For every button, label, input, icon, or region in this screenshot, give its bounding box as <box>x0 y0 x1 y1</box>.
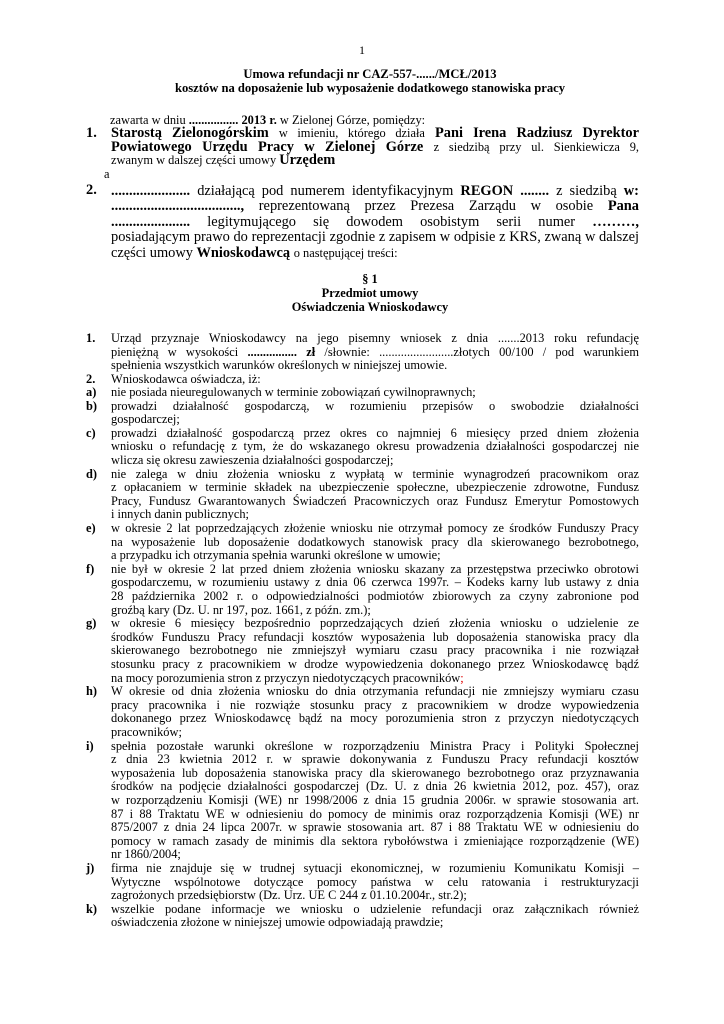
list-item <box>111 400 639 427</box>
list-item-line: oświadczenia złożone w niniejszej umowie odpowiadają prawdzie; <box>111 915 444 930</box>
list-item-line: skierowanego bezrobotnego nie zmniejszył wymiaru czasu pracy pracownika i nie rozwiązał <box>111 643 639 658</box>
party1-text-1: w imieniu, którego działa <box>278 126 425 140</box>
party2-text-4: legitymującego się dowodem osobistym serii numer <box>207 213 576 230</box>
list-item-line: i innych danin publicznych; <box>111 507 249 522</box>
list-item-line: nie zalega w dniu złożenia wniosku z wypłatą w terminie wynagrodzeń pracownikom oraz <box>111 466 639 481</box>
point1-text-c: /słownie: ........................złotych 00/100 / pod warunkiem <box>324 344 639 359</box>
point2-text: Wnioskodawca oświadcza, iż: <box>111 372 261 386</box>
list-item <box>111 522 639 563</box>
list-item-line: Wytyczne wspólnotowe dotyczące pomocy państwa w celu ratowania i restrukturyzacji <box>111 874 639 889</box>
title-line-1: Umowa refundacji nr CAZ-557-....../MCŁ/2013 <box>243 67 497 81</box>
party1-starosta: Starostą Zielonogórskim <box>111 125 269 141</box>
list-item-label: i) <box>86 738 94 753</box>
and-conjunction: a <box>104 167 110 181</box>
list-item-label: a) <box>86 385 97 399</box>
list-item-line: gospodarczemu, w rozumieniu ustawy z dnia 06 czerwca 1997r. – Kodeks karny lub ustawy z dnia <box>111 575 639 590</box>
section-name: Przedmiot umowy <box>321 286 419 300</box>
list-item-line: z dnia 23 kwietnia 2012 r. w sprawie dokonywania z Funduszu Pracy refundacji kosztów <box>111 752 639 767</box>
point1-text-a: pieniężną w wysokości <box>111 344 239 359</box>
list-item-line: środków Funduszu Pracy refundacji kosztów wyposażenia lub doposażenia stanowiska pracy dla <box>111 629 639 644</box>
party2-line-3 <box>111 215 639 230</box>
list-item-line: firma nie znajduje się w trudnej sytuacji ekonomicznej, w rozumieniu Komunikatu Komisji – <box>111 861 639 875</box>
party2-text-3: reprezentowaną przez Prezesa Zarządu w osobie <box>258 198 594 215</box>
intro-date: 2013 r. <box>241 113 277 127</box>
intro-post: w Zielonej Górze, pomiędzy: <box>279 113 426 127</box>
list-item-line: nie był w okresie 2 lat przed dniem złożenia wniosku skazany za przestępstwa przeciwko obrotowi <box>111 561 639 576</box>
party2-text-2: z siedzibą <box>556 183 617 199</box>
section-subtitle: Oświadczenia Wnioskodawcy <box>291 300 449 314</box>
party2-text-5: części umowy <box>111 244 193 261</box>
party2-line-5 <box>111 246 639 261</box>
party2-number: 2. <box>86 182 97 198</box>
party1-office: Powiatowego Urzędu Pracy w Zielonej Górze <box>111 138 424 155</box>
list-item-line: w okresie 6 miesięcy bezpośrednio poprzedzających dzień złożenia wniosku o udzielenie ze <box>111 616 639 631</box>
list-item-label: d) <box>86 466 98 481</box>
list-item-line: 28 października 2002 r. o odpowiedzialności podmiotów zbiorowych za czyny zabronione pod <box>111 588 639 603</box>
list-item-label: g) <box>86 616 97 631</box>
party2-w: w: <box>623 183 639 199</box>
list-item <box>111 386 639 400</box>
party2-line-4: posiadającym prawo do reprezentacji zgodnie z zapisem w odpisie z KRS, zwaną w dalszej <box>111 229 639 246</box>
party2-name-dots: ...................... <box>111 183 191 199</box>
party2-line-2 <box>111 199 639 214</box>
list-item-line: wlicza się okresu zawieszenia działalności gospodarczej; <box>111 452 394 467</box>
list-item-line: 875/2007 z dnia 24 lipca 2007r. w sprawie stosowania art. 87 i 88 Traktatu WE w odniesieniu do <box>111 820 639 835</box>
party1-number: 1. <box>86 125 97 141</box>
list-item-line: dokonanego przez Wnioskodawcę bądź na mocy porozumienia stron z przyczyn niedotyczących <box>111 711 639 726</box>
list-item <box>111 468 639 522</box>
party1-director: Pani Irena Radziusz Dyrektor <box>435 125 639 141</box>
list-item <box>111 427 639 468</box>
list-item-line: wszelkie podane informacje we wniosku o udzielenie refundacji oraz załącznikach również <box>111 901 639 916</box>
point1-line-3: spełnienia wszystkich warunków określonych w niniejszej umowie. <box>111 358 448 373</box>
list-item-line: gospodarczej; <box>111 412 180 427</box>
list-item-line: w okresie 2 lat poprzedzających złożenie wniosku nie otrzymał pomocy ze środków Funduszy Pracy <box>111 521 639 535</box>
list-item-line: nie posiada nieuregulowanych w terminie zobowiązań cywilnoprawnych; <box>111 385 476 399</box>
red-semicolon: ; <box>460 670 464 685</box>
list-item-line: wniosku o refundację z tym, że do wskazanego okresu prowadzenia działalności gospodarczej nie <box>111 439 639 454</box>
party2-text-1: działającą pod numerem identyfikacyjnym <box>197 183 454 199</box>
list-item-line: groźbą kary (Dz. U. nr 197, poz. 1661, z późn. zm.); <box>111 602 371 617</box>
list-item-line: na mocy porozumienia stron z przyczyn niedotyczących pracowników; <box>111 670 464 685</box>
party2-line-1 <box>111 184 639 199</box>
list-item-label: h) <box>86 684 98 699</box>
intro-pre: zawarta w dniu <box>110 113 186 127</box>
list-item-line: prowadzi działalność gospodarczą przez okres co najmniej 6 miesięcy przed dniem złożenia <box>111 425 639 440</box>
point2-number: 2. <box>86 372 96 386</box>
point1-block <box>111 332 639 373</box>
list-item-line: w rozporządzeniu Komisji (WE) nr 1998/2006 z dnia 15 grudnia 2006r. w sprawie stosowania art. <box>111 792 639 807</box>
list-item-line: pomocy w ramach zasady de minimis dla sektora rybołówstwa i zmieniające rozporządzenie (WE) <box>111 833 639 848</box>
list-item-label: j) <box>86 861 95 875</box>
list-item-label: f) <box>86 561 95 576</box>
list-item-line: 87 i 88 Traktatu WE w odniesieniu do pomocy de minimis oraz rozporządzenia Komisji (WE) nr <box>111 806 639 821</box>
point1-line-2 <box>111 346 639 360</box>
list-item-line: prowadzi działalność gospodarczą, w rozumieniu przepisów o swobodzie działalności <box>111 398 639 413</box>
party2-regon-dots: ........ <box>520 183 550 199</box>
list-item-line: wyposażenia lub doposażenia stanowiska pracy dla skierowanego bezrobotnego oraz przyznawania <box>111 765 639 780</box>
list-item <box>111 617 639 685</box>
party1-text-3: zwanym w dalszej części umowy <box>111 153 277 168</box>
list-item-line: zagrożonych przedsiębiorstw (Dz. Urz. UE C 244 z 01.10.2004r., str.2); <box>111 888 467 903</box>
list-item-line: stosunku pracy z pracownikiem w drodze wypowiedzenia dokonanego przez Wnioskodawcę bądź <box>111 656 639 671</box>
list-item <box>111 563 639 617</box>
list-item-line: spełnia pozostałe warunki określone w rozporządzeniu Ministra Pracy i Polityki Społecznej <box>111 738 639 753</box>
list-item-line: na wyposażenie lub doposażenie dodatkowych stanowisk pracy dla skierowanego bezrobotnego, <box>111 534 639 549</box>
party1-block <box>111 127 639 168</box>
list-item <box>111 862 639 903</box>
list-item-line: W okresie od dnia złożenia wniosku do dnia otrzymania refundacji nie zmniejszy wymiaru czasu <box>111 684 639 699</box>
party2-id-dots: ………, <box>592 213 639 230</box>
list-item-line: pracy pracownika i nie rozwiąże stosunku pracy z pracownikiem w drodze wypowiedzenia <box>111 697 639 712</box>
point1-line-1: Urząd przyznaje Wnioskodawcy na jego pisemny wniosek z dnia .......2013 roku refundację <box>111 331 639 345</box>
point1-amount: ................ zł <box>247 344 316 359</box>
list-item-label: b) <box>86 398 98 413</box>
list-item-line: z opłacaniem w terminie składek na ubezpieczenie społeczne, ubezpieczenie zdrowotne, Fundusz <box>111 480 639 495</box>
intro-dots: ................ <box>188 113 239 127</box>
list-item <box>111 903 639 930</box>
list-item-line: środków na podjęcie działalności gospodarczej (Dz. U. z dnia 26 kwietnia 2012, poz. 457), oraz <box>111 779 639 794</box>
list-item-line: a przypadku ich otrzymania spełnia warunki określone w umowie; <box>111 548 441 563</box>
document-title <box>80 68 660 95</box>
party1-line-3 <box>111 154 639 168</box>
list-item-line: pracowników; <box>111 724 182 739</box>
list-item-label: c) <box>86 425 96 440</box>
party2-block <box>111 184 639 261</box>
party2-pana: Pana <box>607 198 639 215</box>
section-heading <box>80 272 660 314</box>
party2-address-dots: ...................................., <box>111 198 245 215</box>
point1-number: 1. <box>86 331 96 345</box>
party2-text-6: o następującej treści: <box>293 245 398 260</box>
party1-address: z siedzibą przy ul. Sienkiewicza 9, <box>433 139 639 154</box>
list-item-label: e) <box>86 521 96 535</box>
section-number: § 1 <box>362 272 378 286</box>
title-line-2: kosztów na doposażenie lub wyposażenie dodatkowego stanowiska pracy <box>174 80 566 95</box>
party2-wnioskodawca: Wnioskodawcą <box>196 244 291 261</box>
list-item <box>111 685 639 739</box>
party2-person-dots: ...................... <box>111 213 191 230</box>
list-item-line: nr 1860/2004; <box>111 847 181 862</box>
party1-urzad: Urzędem <box>279 152 336 169</box>
list-item-line: Pracy, Fundusz Gwarantowanych Świadczeń Pracowniczych oraz Fundusz Emerytur Pomostowych <box>111 493 639 508</box>
list-item <box>111 740 639 862</box>
page-number: 1 <box>359 43 365 57</box>
party2-regon: REGON <box>460 183 514 199</box>
list-item-label: k) <box>86 901 98 916</box>
